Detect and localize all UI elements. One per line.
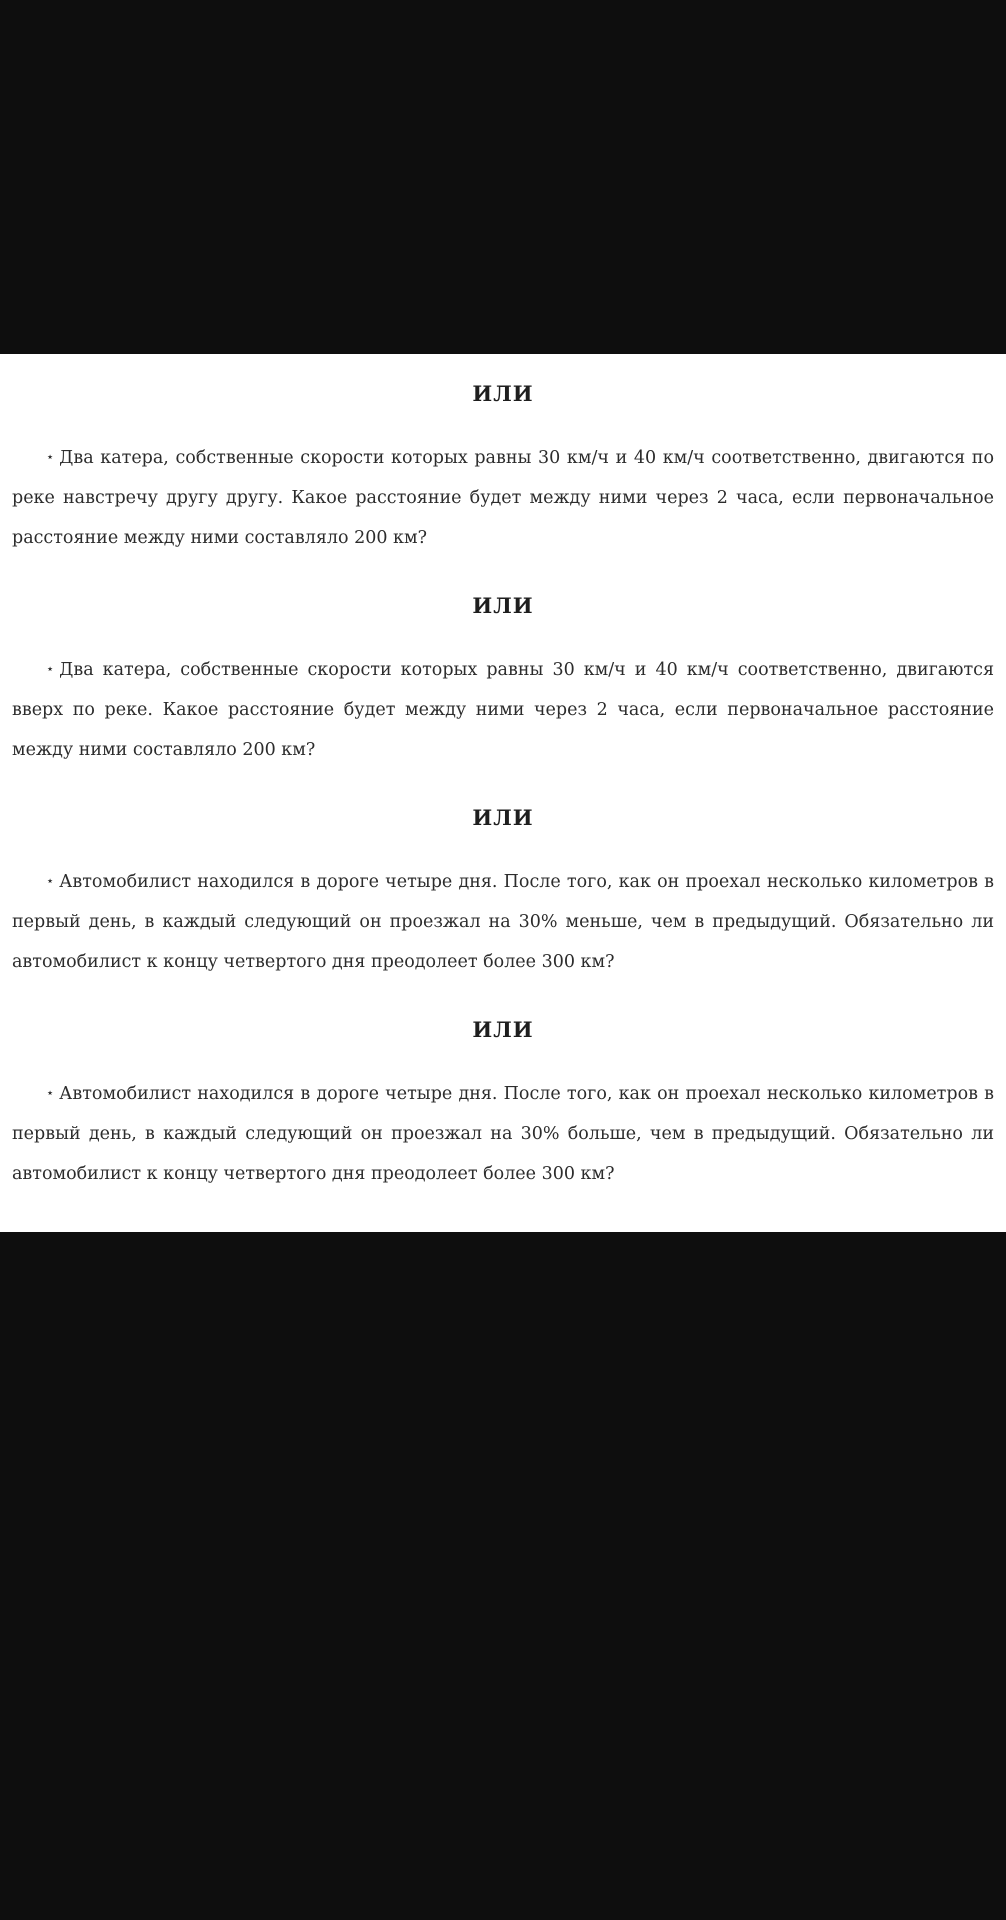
problem-text: Автомобилист находился в дороге четыре дня. После того, как он проехал несколько километров в первый день, в каждый следующий он проезжал на 30% больше, чем в предыдущий. Обязательно ли автомобилист к концу четвертого дня преодолеет более 300 км? — [12, 1084, 994, 1184]
top-black-bar — [0, 0, 1006, 354]
document-page — [0, 354, 1006, 1232]
star-icon: ⋆ — [46, 662, 55, 677]
separator-ili: ИЛИ — [472, 381, 534, 406]
problem-1 — [12, 438, 994, 558]
problem-2 — [12, 650, 994, 770]
separator-ili: ИЛИ — [472, 1017, 534, 1042]
star-icon: ⋆ — [46, 1086, 55, 1101]
star-icon: ⋆ — [46, 874, 55, 889]
problem-3 — [12, 862, 994, 982]
bottom-black-bar — [0, 1232, 1006, 1920]
problem-text: Два катера, собственные скорости которых равны 30 км/ч и 40 км/ч соответственно, двигаются по реке навстречу другу другу. Какое расстояние будет между ними через 2 часа, если первоначальное расстояние между ними составляло 200 км? — [12, 448, 994, 548]
problem-text: Два катера, собственные скорости которых равны 30 км/ч и 40 км/ч соответственно, двигаются вверх по реке. Какое расстояние будет между ними через 2 часа, если первоначальное расстояние между ними составляло 200 км? — [12, 660, 994, 760]
separator-ili: ИЛИ — [472, 593, 534, 618]
problem-4 — [12, 1074, 994, 1194]
star-icon: ⋆ — [46, 450, 55, 465]
problem-text: Автомобилист находился в дороге четыре дня. После того, как он проехал несколько километров в первый день, в каждый следующий он проезжал на 30% меньше, чем в предыдущий. Обязательно ли автомобилист к концу четвертого дня преодолеет более 300 км? — [12, 872, 994, 972]
separator-ili: ИЛИ — [472, 805, 534, 830]
